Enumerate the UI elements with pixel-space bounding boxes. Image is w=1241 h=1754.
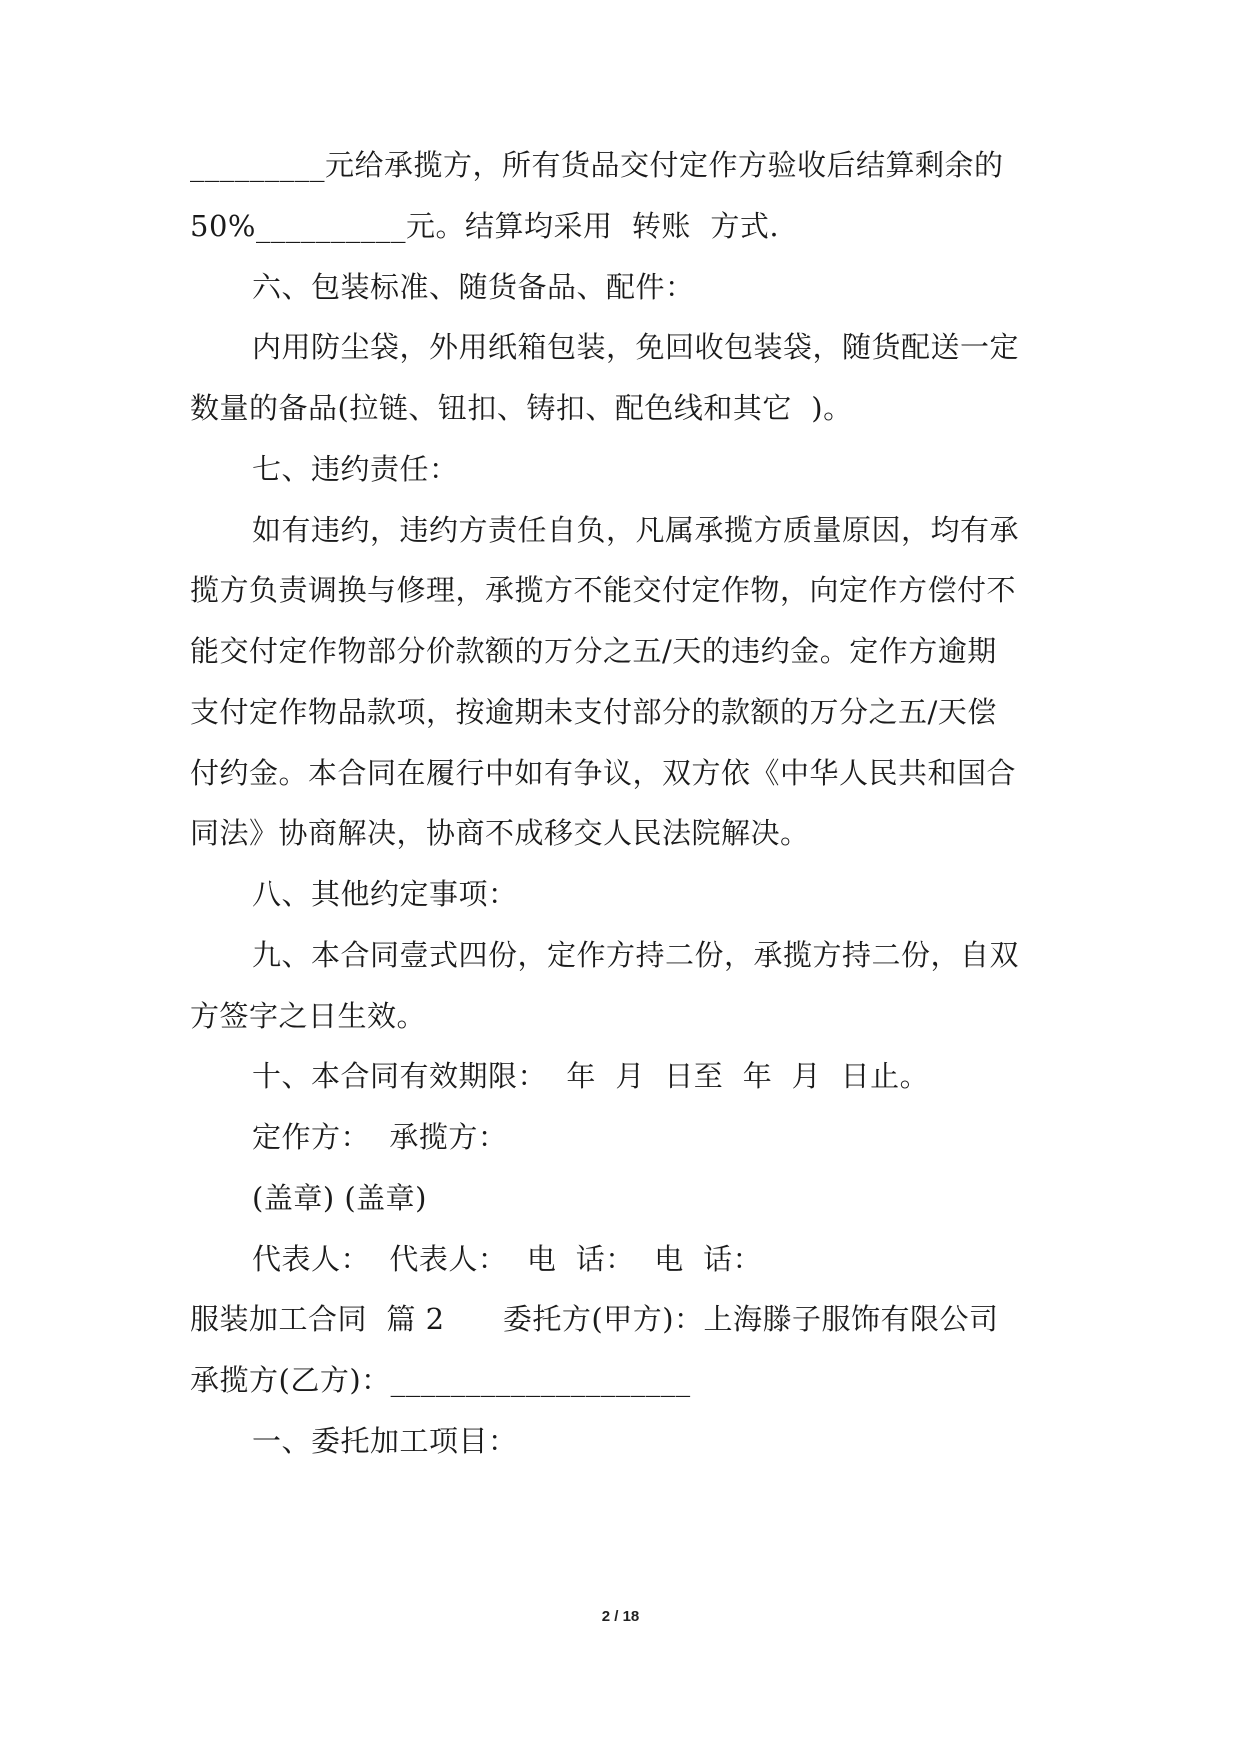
text-line: 同法》协商解决，协商不成移交人民法院解决。 [190, 816, 810, 850]
text-line: 付约金。本合同在履行中如有争议，双方依《中华人民共和国合 [190, 756, 1017, 790]
text-line: 十、本合同有效期限： 年 月 日至 年 月 日止。 [252, 1059, 930, 1093]
section-heading: 一、委托加工项目： [252, 1424, 518, 1458]
text-line: 内用防尘袋，外用纸箱包装，免回收包装袋，随货配送一定 [252, 330, 1020, 364]
text-line: 能交付定作物部分价款额的万分之五/天的违约金。定作方逾期 [190, 634, 997, 668]
text-line: 承揽方(乙方)：____________________ [190, 1363, 691, 1397]
text-line: 数量的备品(拉链、钮扣、铸扣、配色线和其它 )。 [190, 391, 853, 425]
section-heading: 八、其他约定事项： [252, 877, 518, 911]
page-number: 2 / 18 [601, 1608, 640, 1625]
text-line: 方签字之日生效。 [190, 999, 427, 1033]
text-line: 如有违约，违约方责任自负，凡属承揽方质量原因，均有承 [252, 513, 1020, 547]
section-heading: 六、包装标准、随货备品、配件： [252, 270, 695, 304]
text-line: 九、本合同壹式四份，定作方持二份，承揽方持二份，自双 [252, 938, 1020, 972]
section-heading: 七、违约责任： [252, 452, 459, 486]
contract-title-line: 服装加工合同 篇 2 委托方(甲方)：上海滕子服饰有限公司 [190, 1302, 999, 1336]
signature-labels: 定作方： 承揽方： [252, 1120, 508, 1154]
text-line: _________元给承揽方，所有货品交付定作方验收后结算剩余的 [190, 148, 1004, 182]
text-line: 揽方负责调换与修理，承揽方不能交付定作物，向定作方偿付不 [190, 573, 1017, 607]
text-line: 支付定作物品款项，按逾期未支付部分的款额的万分之五/天偿 [190, 695, 997, 729]
seal-labels: (盖章) (盖章) [252, 1181, 427, 1215]
text-line: 50%__________元。结算均采用 转账 方式. [190, 209, 780, 243]
contact-labels: 代表人： 代表人： 电 话： 电 话： [252, 1242, 763, 1276]
